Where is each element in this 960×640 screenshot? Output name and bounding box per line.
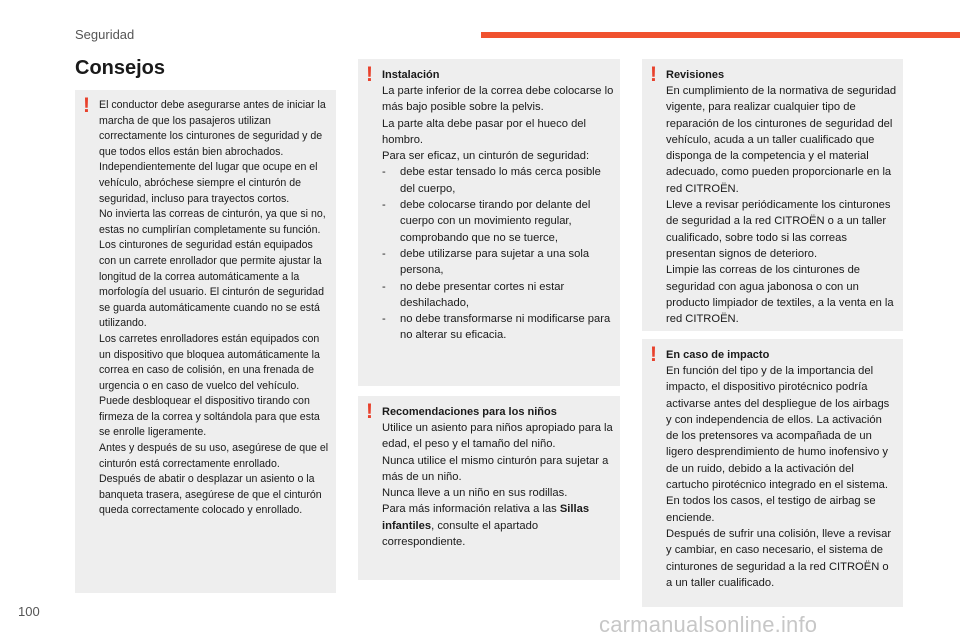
list-item: - no debe presentar cortes ni estar deshilachado, [382,279,614,312]
section-label: Seguridad [75,27,135,42]
paragraph: Independientemente del lugar que ocupe en el vehículo, abróchese siempre el cinturón de seguridad, incluso para trayectos cortos. [99,161,318,205]
paragraph: En todos los casos, el testigo de airbag se enciende. [666,495,876,524]
requirements-list [382,164,614,343]
paragraph: Los cinturones de seguridad están equipados con un carrete enrollador que permite ajustar la longitud de la correa automáticamente a la morfología del usuario. El cinturón de seguridad se guarda automáticamente cuando no se está utilizando. [99,239,324,330]
warning-exclamation-icon: ! [650,63,657,86]
advice-box-impact [642,339,903,607]
advice-box-installation [358,59,620,386]
box-title: En caso de impacto [666,349,770,361]
warning-exclamation-icon: ! [83,94,90,117]
paragraph: El conductor debe asegurarse antes de iniciar la marcha de que los pasajeros utilizan correctamente los cinturones de seguridad y de que todos ellos están bien abrochados. [99,99,326,158]
cross-reference-link: Sillas infantiles [382,503,590,532]
header-accent-bar [481,32,960,38]
box-title: Revisiones [666,69,725,81]
page-number: 100 [18,604,40,619]
cross-reference-prefix: Para más información relativa a las [382,503,557,516]
paragraph: Después de abatir o desplazar un asiento o la banqueta trasera, asegúrese de que el cinturón queda correctamente colocado y enrollado. [99,473,322,517]
warning-exclamation-icon: ! [650,343,657,366]
paragraph: En función del tipo y de la importancia del impacto, el dispositivo pirotécnico podría activarse antes del despliegue de los airbags y con independencia de ellos. La activación de los pretensores va acompañada de un ligero desprendimiento de humo inofensivo y de un ruido, debido a la activación del cartucho pirotécnico integrado en el sistema. [666,365,890,492]
paragraph: Para ser eficaz, un cinturón de seguridad: [382,150,590,163]
paragraph: Antes y después de su uso, asegúrese de que el cinturón está correctamente enrollado. [99,442,329,470]
paragraph: Los carretes enrolladores están equipados con un dispositivo que bloquea automáticamente la correa en caso de colisión, en una frenada de urgencia o en caso de vuelco del vehículo. Puede desbloquear el dispositivo tirando con firmeza de la correa y soltándola para que esta se enrolle ligeramente. [99,332,320,439]
advice-box-children [358,396,620,580]
list-item: - debe colocarse tirando por delante del cuerpo con un movimiento regular, comprobando que no se tuerce, [382,197,614,246]
paragraph: La parte inferior de la correa debe colocarse lo más bajo posible sobre la pelvis. [382,85,614,114]
paragraph: Utilice un asiento para niños apropiado para la edad, el peso y el tamaño del niño. [382,422,613,451]
list-item: - debe estar tensado lo más cerca posible del cuerpo, [382,164,614,197]
list-item: - no debe transformarse ni modificarse para no alterar su eficacia. [382,311,614,344]
cross-reference [382,501,614,550]
paragraph: Lleve a revisar periódicamente los cinturones de seguridad a la red CITROËN o a un taller cualificado, sobre todo si las correas presentan signos de deterioro. [666,199,891,260]
watermark: carmanualsonline.info [599,612,818,637]
advice-box-revisions [642,59,903,331]
advice-box-general [75,90,336,593]
warning-exclamation-icon: ! [366,63,373,86]
page-title: Consejos [75,57,166,79]
paragraph: No invierta las correas de cinturón, ya que si no, estas no cumplirían completamente su función. [99,208,326,236]
paragraph: Limpie las correas de los cinturones de seguridad con agua jabonosa o con un producto limpiador de textiles, a la venta en la red CITROËN. [666,264,894,326]
box-title: Instalación [382,69,440,81]
box-title: Recomendaciones para los niños [382,406,557,418]
paragraph: En cumplimiento de la normativa de seguridad vigente, para realizar cualquier tipo de reparación de los cinturones de seguridad del vehículo, acuda a un taller cualificado que disponga de la competencia y el material adecuado, como pueden proporcionarle en la red CITROËN. [666,85,897,195]
paragraph: Después de sufrir una colisión, lleve a revisar y cambiar, en caso necesario, el sistema de cinturones de seguridad a la red CITROËN o a un taller cualificado. [666,527,892,589]
paragraph: Nunca utilice el mismo cinturón para sujetar a más de un niño. [382,454,609,483]
cross-reference-suffix: , consulte el apartado correspondiente. [382,519,539,549]
paragraph: Nunca lleve a un niño en sus rodillas. [382,487,568,500]
warning-exclamation-icon: ! [366,400,373,423]
list-item: - debe utilizarse para sujetar a una sola persona, [382,246,614,279]
paragraph: La parte alta debe pasar por el hueco del hombro. [382,117,587,146]
